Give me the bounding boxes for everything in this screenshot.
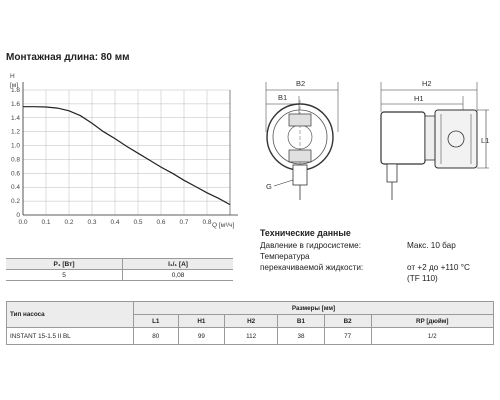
y-tick-label: 1.6 <box>10 100 20 108</box>
col-b1: B1 <box>278 315 325 328</box>
table-row <box>7 328 494 345</box>
pump-curve-line <box>23 107 230 205</box>
y-tick-label: 1.4 <box>10 114 20 122</box>
x-tick-label: 0.6 <box>156 219 166 226</box>
value-b1: 38 <box>278 328 325 345</box>
tech-row <box>260 273 470 284</box>
pump-curve-chart <box>0 66 245 236</box>
y-tick-label: 0.4 <box>10 184 20 192</box>
tech-row-label: Температура <box>260 252 310 261</box>
technical-data-heading: Технические данные <box>260 228 351 238</box>
x-tick-label: 0.4 <box>110 219 120 226</box>
value-h1: 99 <box>178 328 225 345</box>
x-axis-label: Q [м³/ч] <box>212 222 235 229</box>
tech-row-value: Макс. 10 бар <box>407 241 456 250</box>
power-header: P₁ [Вт] <box>6 259 123 270</box>
dim-l1-label: L1 <box>481 136 490 145</box>
chart-ticks <box>11 87 212 226</box>
y-tick-label: 0.2 <box>10 198 20 206</box>
col-b2: B2 <box>324 315 371 328</box>
tech-row-label: перекачиваемой жидкости: <box>260 263 364 272</box>
y-tick-label: 0.8 <box>10 156 20 164</box>
value-rp: 1/2 <box>371 328 494 345</box>
dim-h1-label: H1 <box>414 94 424 103</box>
chart-grid <box>23 90 230 215</box>
x-tick-label: 0.3 <box>87 219 97 226</box>
tech-row <box>260 251 470 262</box>
power-value: 5 <box>6 270 123 281</box>
y-tick-label: 1.8 <box>10 87 20 94</box>
dim-b1-label: B1 <box>278 93 288 102</box>
y-tick-label: 1.0 <box>10 142 20 150</box>
x-tick-label: 0.2 <box>64 219 74 226</box>
pump-name: INSTANT 15-1.5 II BL <box>7 328 134 345</box>
col-rp: RP [дюйм] <box>371 315 494 328</box>
pump-side-view-drawing <box>365 72 495 212</box>
value-b2: 77 <box>324 328 371 345</box>
dimensions-table <box>6 301 494 345</box>
dim-g-label: G <box>266 182 272 191</box>
y-tick-label: 0.6 <box>10 170 20 178</box>
technical-data <box>260 228 470 284</box>
dim-b2-label: B2 <box>296 79 306 88</box>
y-tick-label: 0 <box>16 212 20 219</box>
tech-row-value: от +2 до +110 °C <box>407 263 470 272</box>
page-title: Монтажная длина: 80 мм <box>6 52 130 63</box>
col-h1: H1 <box>178 315 225 328</box>
y-axis-label: H <box>10 73 15 80</box>
pump-front-view-drawing <box>252 72 352 212</box>
tech-row-label <box>260 273 407 284</box>
dimensions-group-header: Размеры [мм] <box>134 302 494 315</box>
y-axis-unit: [м] <box>10 82 19 89</box>
pump-type-header: Тип насоса <box>7 302 134 328</box>
col-l1: L1 <box>134 315 179 328</box>
current-value: 0,08 <box>123 270 233 281</box>
x-tick-label: 0.1 <box>41 219 51 226</box>
current-header: I₁/₁ [A] <box>123 259 233 270</box>
col-h2: H2 <box>225 315 278 328</box>
dim-h2-label: H2 <box>422 79 432 88</box>
x-tick-label: 0.0 <box>18 219 28 226</box>
tech-row-value: (TF 110) <box>407 274 438 283</box>
value-l1: 80 <box>134 328 179 345</box>
tech-row <box>260 262 470 273</box>
tech-row <box>260 240 470 251</box>
x-tick-label: 0.7 <box>179 219 189 226</box>
value-h2: 112 <box>225 328 278 345</box>
power-table <box>6 258 233 281</box>
x-tick-label: 0.5 <box>133 219 143 226</box>
x-tick-label: 0.8 <box>202 219 212 226</box>
tech-row-label: Давление в гидросистеме: <box>260 241 362 250</box>
y-tick-label: 1.2 <box>10 128 20 136</box>
